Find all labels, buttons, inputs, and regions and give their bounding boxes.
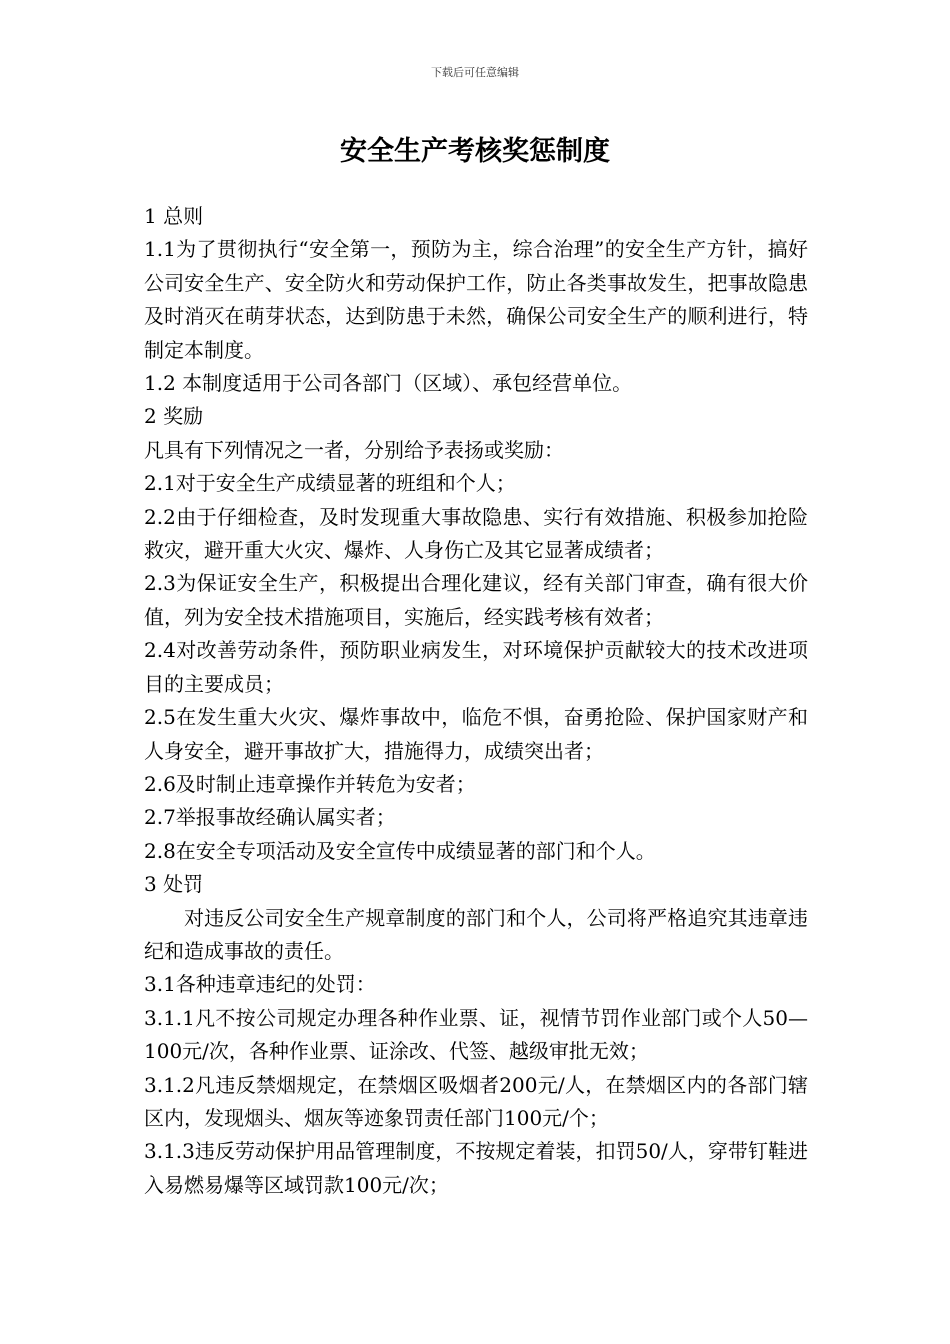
paragraph-2-7: 2.7举报事故经确认属实者； (144, 805, 396, 830)
header-note: 下载后可任意编辑 (431, 66, 519, 79)
paragraph-1-1: 1.1为了贯彻执行“安全第一，预防为主，综合治理”的安全生产方针，搞好公司安全生产、安全防火和劳动保护工作，防止各类事故发生，把事故隐患及时消灭在萌芽状态，达到防患于未然，确保公司安全生产的顺利进行，特制定本制度。 (144, 237, 808, 362)
section-heading-general: 1 总则 (144, 204, 204, 228)
paragraph-3-1: 3.1各种违章违纪的处罚： (144, 972, 376, 997)
paragraph-3-1-1: 3.1.1凡不按公司规定办理各种作业票、证，视情节罚作业部门或个人50—100元/次，各种作业票、证涂改、代签、越级审批无效； (144, 1005, 808, 1064)
paragraph-2-5: 2.5在发生重大火灾、爆炸事故中，临危不惧，奋勇抢险、保护国家财产和人身安全，避开事故扩大，措施得力，成绩突出者； (144, 705, 808, 763)
paragraph-rewards-intro: 凡具有下列情况之一者，分别给予表扬或奖励： (144, 437, 564, 462)
document-title: 安全生产考核奖惩制度 (340, 136, 610, 167)
paragraph-2-1: 2.1对于安全生产成绩显著的班组和个人； (144, 471, 516, 496)
section-heading-penalties: 3 处罚 (144, 872, 204, 897)
paragraph-2-2: 2.2由于仔细检查，及时发现重大事故隐患、实行有效措施、积极参加抢险救灾，避开重大火灾、爆炸、人身伤亡及其它显著成绩者； (144, 504, 808, 563)
section-heading-rewards: 2 奖励 (144, 404, 204, 429)
paragraph-3-1-2: 3.1.2凡违反禁烟规定，在禁烟区吸烟者200元/人，在禁烟区内的各部门辖区内，发现烟头、烟灰等迹象罚责任部门100元/个； (144, 1072, 808, 1130)
paragraph-1-2: 1.2 本制度适用于公司各部门（区域）、承包经营单位。 (144, 371, 633, 396)
document-body (144, 200, 808, 1202)
paragraph-2-4: 2.4对改善劳动条件，预防职业病发生，对环境保护贡献较大的技术改进项目的主要成员； (144, 638, 808, 696)
paragraph-3-1-3: 3.1.3违反劳动保护用品管理制度，不按规定着装，扣罚50/人，穿带钉鞋进入易燃易爆等区域罚款100元/次； (144, 1139, 808, 1197)
paragraph-2-8: 2.8在安全专项活动及安全宣传中成绩显著的部门和个人。 (144, 838, 656, 863)
paragraph-2-6: 2.6及时制止违章操作并转危为安者； (144, 771, 476, 796)
paragraph-2-3: 2.3为保证安全生产，积极提出合理化建议，经有关部门审查，确有很大价值，列为安全技术措施项目，实施后，经实践考核有效者； (144, 571, 808, 629)
paragraph-penalties-intro: 对违反公司安全生产规章制度的部门和个人，公司将严格追究其违章违纪和造成事故的责任。 (144, 905, 808, 963)
